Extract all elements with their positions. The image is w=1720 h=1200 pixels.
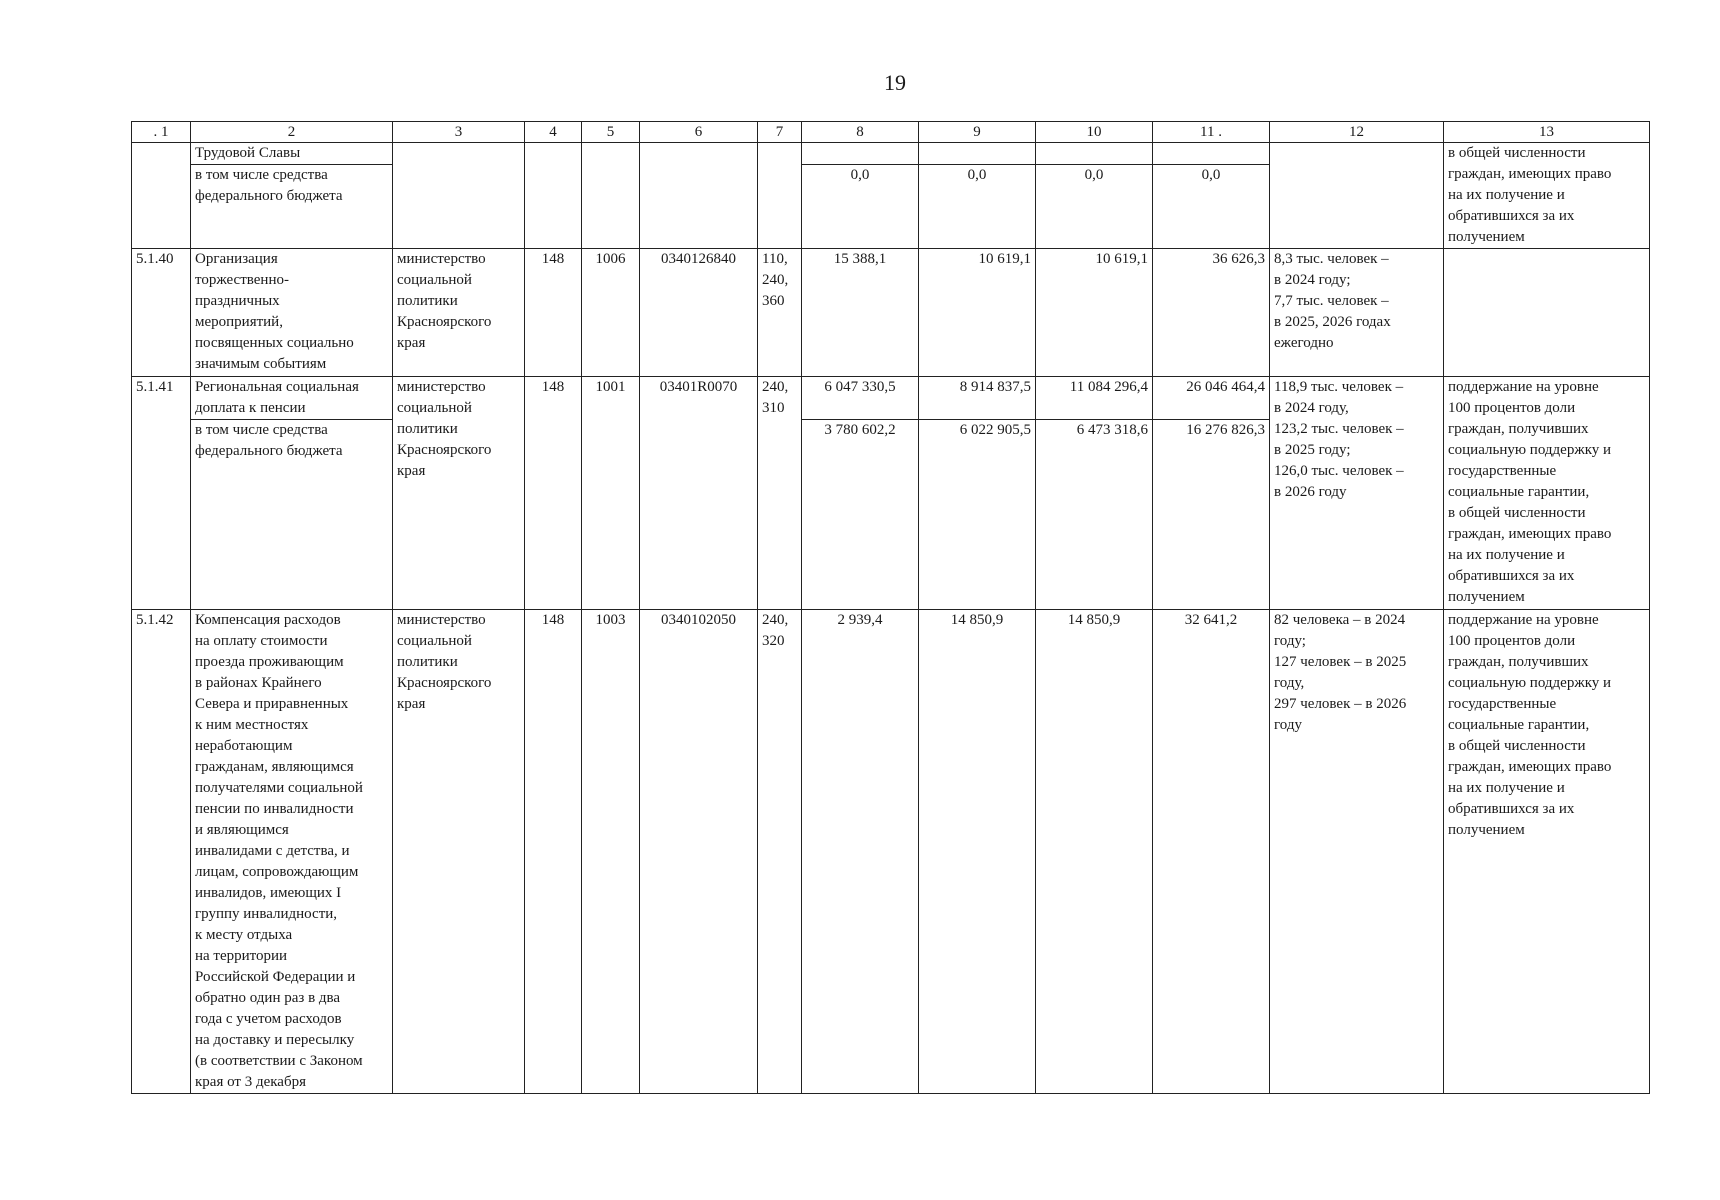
col-header-6: 6: [640, 122, 758, 143]
federal-budget-label: в том числе средства федерального бюджета: [191, 165, 393, 249]
col-header-12: 12: [1270, 122, 1444, 143]
value-total: 32 641,2: [1153, 610, 1270, 1094]
expense-type: 240, 310: [758, 377, 802, 610]
col-header-1: . 1: [132, 122, 191, 143]
column-header-row: [132, 122, 1650, 143]
federal-value-2026: 0,0: [1036, 165, 1153, 249]
section-code: 1003: [582, 610, 640, 1094]
table-row: [132, 377, 1650, 420]
col-header-5: 5: [582, 122, 640, 143]
value-2026: 14 850,9: [1036, 610, 1153, 1094]
federal-value-2024: 3 780 602,2: [802, 420, 919, 610]
value-2025: 14 850,9: [919, 610, 1036, 1094]
measure-name: Организация торжественно- праздничных мероприятий, посвященных социально значимым событиям: [191, 249, 393, 377]
value-2026: 10 619,1: [1036, 249, 1153, 377]
table-row: [132, 143, 1650, 165]
result-indicator: поддержание на уровне 100 процентов доли граждан, получивших социальную поддержку и государственные социальные гарантии, в общей численности граждан, имеющих право на их получение и обратившихся за их получением: [1444, 377, 1650, 610]
value-2025: 10 619,1: [919, 249, 1036, 377]
org-cell: [393, 143, 525, 249]
federal-value-2026: 6 473 318,6: [1036, 420, 1153, 610]
target-article: 03401R0070: [640, 377, 758, 610]
federal-budget-label: в том числе средства федерального бюджета: [191, 420, 393, 610]
federal-value-total: 16 276 826,3: [1153, 420, 1270, 610]
expense-type: 110, 240, 360: [758, 249, 802, 377]
col-header-10: 10: [1036, 122, 1153, 143]
page-number: 19: [884, 70, 906, 95]
col-header-4: 4: [525, 122, 582, 143]
program-table: [131, 121, 1650, 1094]
grbs-code: 148: [525, 249, 582, 377]
expected-result: 82 человека – в 2024 году; 127 человек – в 2025 году, 297 человек – в 2026 году: [1270, 610, 1444, 1094]
result-cell: в общей численности граждан, имеющих право на их получение и обратившихся за их получением: [1444, 143, 1650, 249]
col-header-7: 7: [758, 122, 802, 143]
result-indicator: [1444, 249, 1650, 377]
col-header-8: 8: [802, 122, 919, 143]
federal-value-2025: 6 022 905,5: [919, 420, 1036, 610]
measure-name: Региональная социальная доплата к пенсии: [191, 377, 393, 420]
col-header-11: 11 .: [1153, 122, 1270, 143]
responsible-org: министерство социальной политики Красноярского края: [393, 249, 525, 377]
value-2026: 11 084 296,4: [1036, 377, 1153, 420]
expense-type: 240, 320: [758, 610, 802, 1094]
responsible-org: министерство социальной политики Красноярского края: [393, 610, 525, 1094]
col-header-13: 13: [1444, 122, 1650, 143]
row-number: 5.1.40: [132, 249, 191, 377]
federal-value-2025: 0,0: [919, 165, 1036, 249]
row-number: 5.1.41: [132, 377, 191, 610]
expected-result: 8,3 тыс. человек – в 2024 году; 7,7 тыс. человек – в 2025, 2026 годах ежегодно: [1270, 249, 1444, 377]
value-2024: 2 939,4: [802, 610, 919, 1094]
target-article: 0340126840: [640, 249, 758, 377]
value-total: 36 626,3: [1153, 249, 1270, 377]
grbs-code: 148: [525, 610, 582, 1094]
table-row: [132, 610, 1650, 1094]
col-header-2: 2: [191, 122, 393, 143]
col-header-9: 9: [919, 122, 1036, 143]
row-number: 5.1.42: [132, 610, 191, 1094]
measure-name: Компенсация расходов на оплату стоимости проезда проживающим в районах Крайнего Севера и приравненных к ним местностях неработающим гражданам, являющимся получателями социальной пенсии по инвалидности и являющимся инвалидами с детства, и лицам, сопровождающим инвалидов, имеющих I группу инвалидности, к месту отдыха на территории Российской Федерации и обратно один раз в два года с учетом расходов на доставку и пересылку (в соответствии с Законом края от 3 декабря: [191, 610, 393, 1094]
value-2024: 6 047 330,5: [802, 377, 919, 420]
grbs-code: 148: [525, 377, 582, 610]
table-row: [132, 249, 1650, 377]
expected-result: 118,9 тыс. человек – в 2024 году, 123,2 тыс. человек – в 2025 году; 126,0 тыс. человек – в 2026 году: [1270, 377, 1444, 610]
result-indicator: поддержание на уровне 100 процентов доли граждан, получивших социальную поддержку и государственные социальные гарантии, в общей численности граждан, имеющих право на их получение и обратившихся за их получением: [1444, 610, 1650, 1094]
section-code: 1006: [582, 249, 640, 377]
value-2025: 8 914 837,5: [919, 377, 1036, 420]
federal-value-2024: 0,0: [802, 165, 919, 249]
col-header-3: 3: [393, 122, 525, 143]
target-article: 0340102050: [640, 610, 758, 1094]
value-2024: 15 388,1: [802, 249, 919, 377]
responsible-org: министерство социальной политики Красноярского края: [393, 377, 525, 610]
section-code: 1001: [582, 377, 640, 610]
federal-value-total: 0,0: [1153, 165, 1270, 249]
measure-name-cell: Трудовой Славы: [191, 143, 393, 165]
row-number-cell: [132, 143, 191, 249]
value-total: 26 046 464,4: [1153, 377, 1270, 420]
